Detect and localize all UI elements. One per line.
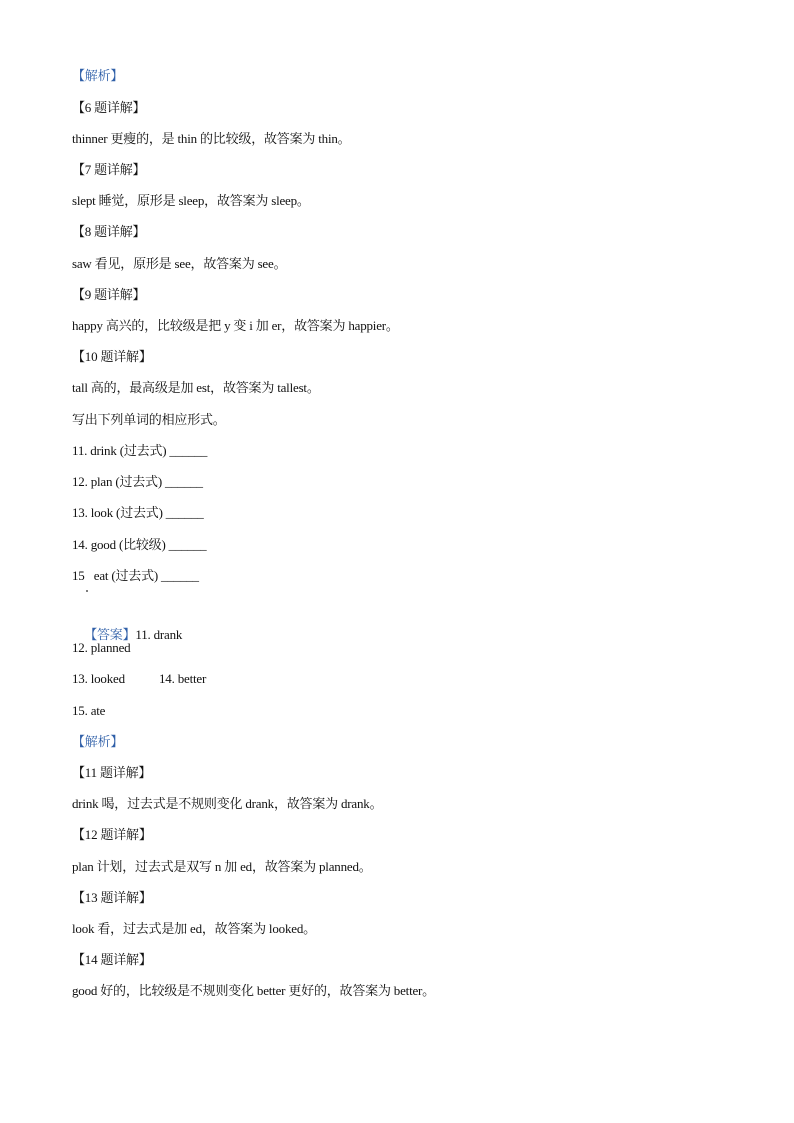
answer-12: 12. planned — [72, 640, 131, 655]
detail-heading-14: 【14 题详解】 — [72, 952, 152, 967]
detail-text-12: plan 计划，过去式是双写 n 加 ed，故答案为 planned。 — [72, 859, 372, 874]
detail-text-10: tall 高的，最高级是加 est，故答案为 tallest。 — [72, 380, 320, 395]
detail-heading-8: 【8 题详解】 — [72, 224, 146, 239]
stray-dot — [86, 590, 88, 592]
detail-text-14: good 好的，比较级是不规则变化 better 更好的，故答案为 better。 — [72, 983, 435, 998]
answer-label: 【答案】 — [84, 627, 136, 642]
answer-15: 15. ate — [72, 703, 106, 718]
detail-text-7: slept 睡觉，原形是 sleep，故答案为 sleep。 — [72, 193, 310, 208]
answer-11: 11. drank — [135, 627, 183, 642]
detail-heading-10: 【10 题详解】 — [72, 349, 152, 364]
answer-14: 14. better — [159, 671, 207, 686]
detail-heading-7: 【7 题详解】 — [72, 162, 146, 177]
detail-text-11: drink 喝，过去式是不规则变化 drank，故答案为 drank。 — [72, 796, 383, 811]
detail-text-8: saw 看见，原形是 see，故答案为 see。 — [72, 256, 287, 271]
question-15: 15 eat (过去式) ______ — [72, 568, 199, 583]
detail-text-13: look 看，过去式是加 ed，故答案为 looked。 — [72, 921, 316, 936]
detail-heading-12: 【12 题详解】 — [72, 827, 152, 842]
detail-heading-11: 【11 题详解】 — [72, 765, 152, 780]
detail-heading-13: 【13 题详解】 — [72, 890, 152, 905]
detail-text-6: thinner 更瘦的，是 thin 的比较级，故答案为 thin。 — [72, 131, 351, 146]
jiexi-label-2: 【解析】 — [72, 734, 124, 749]
answer-13: 13. looked — [72, 671, 125, 686]
question-11: 11. drink (过去式) ______ — [72, 443, 208, 458]
question-14: 14. good (比较级) ______ — [72, 537, 207, 552]
question-12: 12. plan (过去式) ______ — [72, 474, 203, 489]
question-13: 13. look (过去式) ______ — [72, 505, 204, 520]
detail-heading-6: 【6 题详解】 — [72, 100, 146, 115]
jiexi-label: 【解析】 — [72, 68, 124, 83]
detail-heading-9: 【9 题详解】 — [72, 287, 146, 302]
detail-text-9: happy 高兴的，比较级是把 y 变 i 加 er，故答案为 happier。 — [72, 318, 399, 333]
exercise-instruction: 写出下列单词的相应形式。 — [72, 412, 226, 427]
